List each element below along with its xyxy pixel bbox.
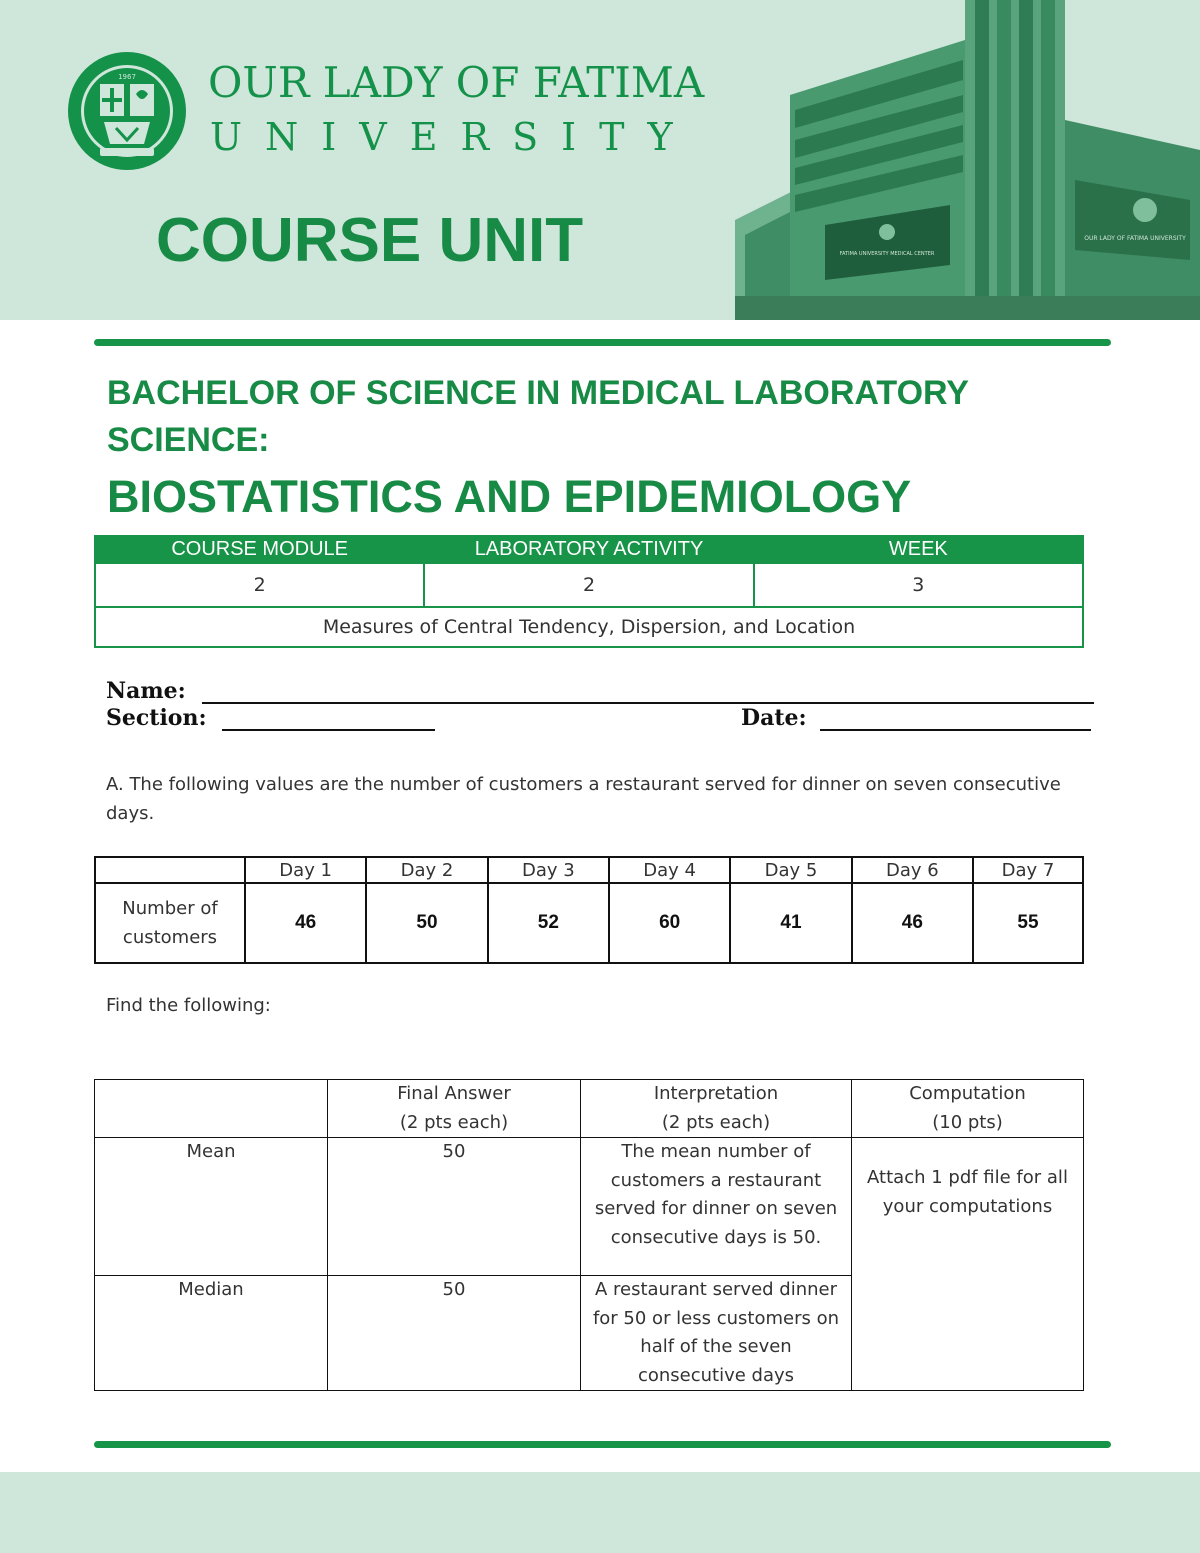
day-header: Day 2 [366, 857, 487, 883]
day-header: Day 7 [973, 857, 1083, 883]
course-unit-title: COURSE UNIT [156, 206, 584, 275]
footer-band [0, 1472, 1200, 1553]
mean-answer: 50 [328, 1138, 581, 1276]
header-line: Interpretation [653, 1083, 779, 1104]
section-field[interactable] [222, 729, 435, 731]
day-header: Day 4 [609, 857, 730, 883]
course-info-table [94, 535, 1084, 648]
date-label: Date: [741, 705, 807, 731]
course-module-value: 2 [95, 563, 424, 607]
name-field[interactable] [202, 702, 1094, 704]
empty-corner-cell [95, 1080, 328, 1138]
row-label: Number of customers [95, 883, 245, 963]
bottom-divider [94, 1441, 1111, 1448]
row-label-mean: Mean [95, 1138, 328, 1276]
header-line: (2 pts each) [661, 1111, 771, 1133]
date-field[interactable] [820, 729, 1091, 731]
customer-count: 41 [730, 883, 851, 963]
header-line: Final Answer [397, 1083, 511, 1104]
header-laboratory-activity: LABORATORY ACTIVITY [424, 536, 753, 563]
header-interpretation [581, 1080, 852, 1138]
university-seal-logo [66, 50, 188, 172]
header-line: (2 pts each) [399, 1111, 509, 1133]
name-label: Name: [106, 678, 186, 704]
median-answer: 50 [328, 1276, 581, 1391]
building-sign-right: OUR LADY OF FATIMA UNIVERSITY [1084, 235, 1186, 242]
topic-title: Measures of Central Tendency, Dispersion, and Location [95, 607, 1083, 647]
subject-title: BIOSTATISTICS AND EPIDEMIOLOGY [107, 471, 912, 522]
program-title: BACHELOR OF SCIENCE IN MEDICAL LABORATORY SCIENCE: [107, 374, 969, 459]
customer-count: 46 [245, 883, 366, 963]
seal-year: 1967 [118, 73, 136, 81]
header-line: Computation [909, 1083, 1026, 1104]
customer-count: 52 [488, 883, 609, 963]
customer-count: 50 [366, 883, 487, 963]
header-week: WEEK [754, 536, 1083, 563]
empty-corner-cell [95, 857, 245, 883]
header-computation [852, 1080, 1084, 1138]
day-header: Day 5 [730, 857, 851, 883]
computation-note: Attach 1 pdf file for all your computations [852, 1138, 1084, 1391]
customer-count: 55 [973, 883, 1083, 963]
day-header: Day 6 [852, 857, 973, 883]
header-final-answer [328, 1080, 581, 1138]
find-instruction: Find the following: [106, 995, 271, 1016]
day-header: Day 1 [245, 857, 366, 883]
day-header: Day 3 [488, 857, 609, 883]
problem-statement: A. The following values are the number of customers a restaurant served for dinner on seven consecutive days. [106, 774, 1061, 824]
mean-interpretation: The mean number of customers a restaurant served for dinner on seven consecutive days is 50. [581, 1138, 852, 1276]
top-divider [94, 339, 1111, 346]
building-sign-left: FATIMA UNIVERSITY MEDICAL CENTER [839, 251, 935, 257]
week-value: 3 [754, 563, 1083, 607]
university-subtitle: UNIVERSITY [210, 115, 696, 159]
header-line: (10 pts) [932, 1111, 1003, 1133]
customer-count: 60 [609, 883, 730, 963]
customer-count: 46 [852, 883, 973, 963]
header-course-module: COURSE MODULE [95, 536, 424, 563]
university-name: OUR LADY OF FATIMA [208, 58, 705, 107]
building-illustration [735, 0, 1200, 320]
section-label: Section: [106, 705, 207, 731]
answers-table [94, 1079, 1084, 1391]
row-label-median: Median [95, 1276, 328, 1391]
median-interpretation: A restaurant served dinner for 50 or less customers on half of the seven consecutive days [581, 1276, 852, 1391]
laboratory-activity-value: 2 [424, 563, 753, 607]
customers-table [94, 856, 1084, 964]
